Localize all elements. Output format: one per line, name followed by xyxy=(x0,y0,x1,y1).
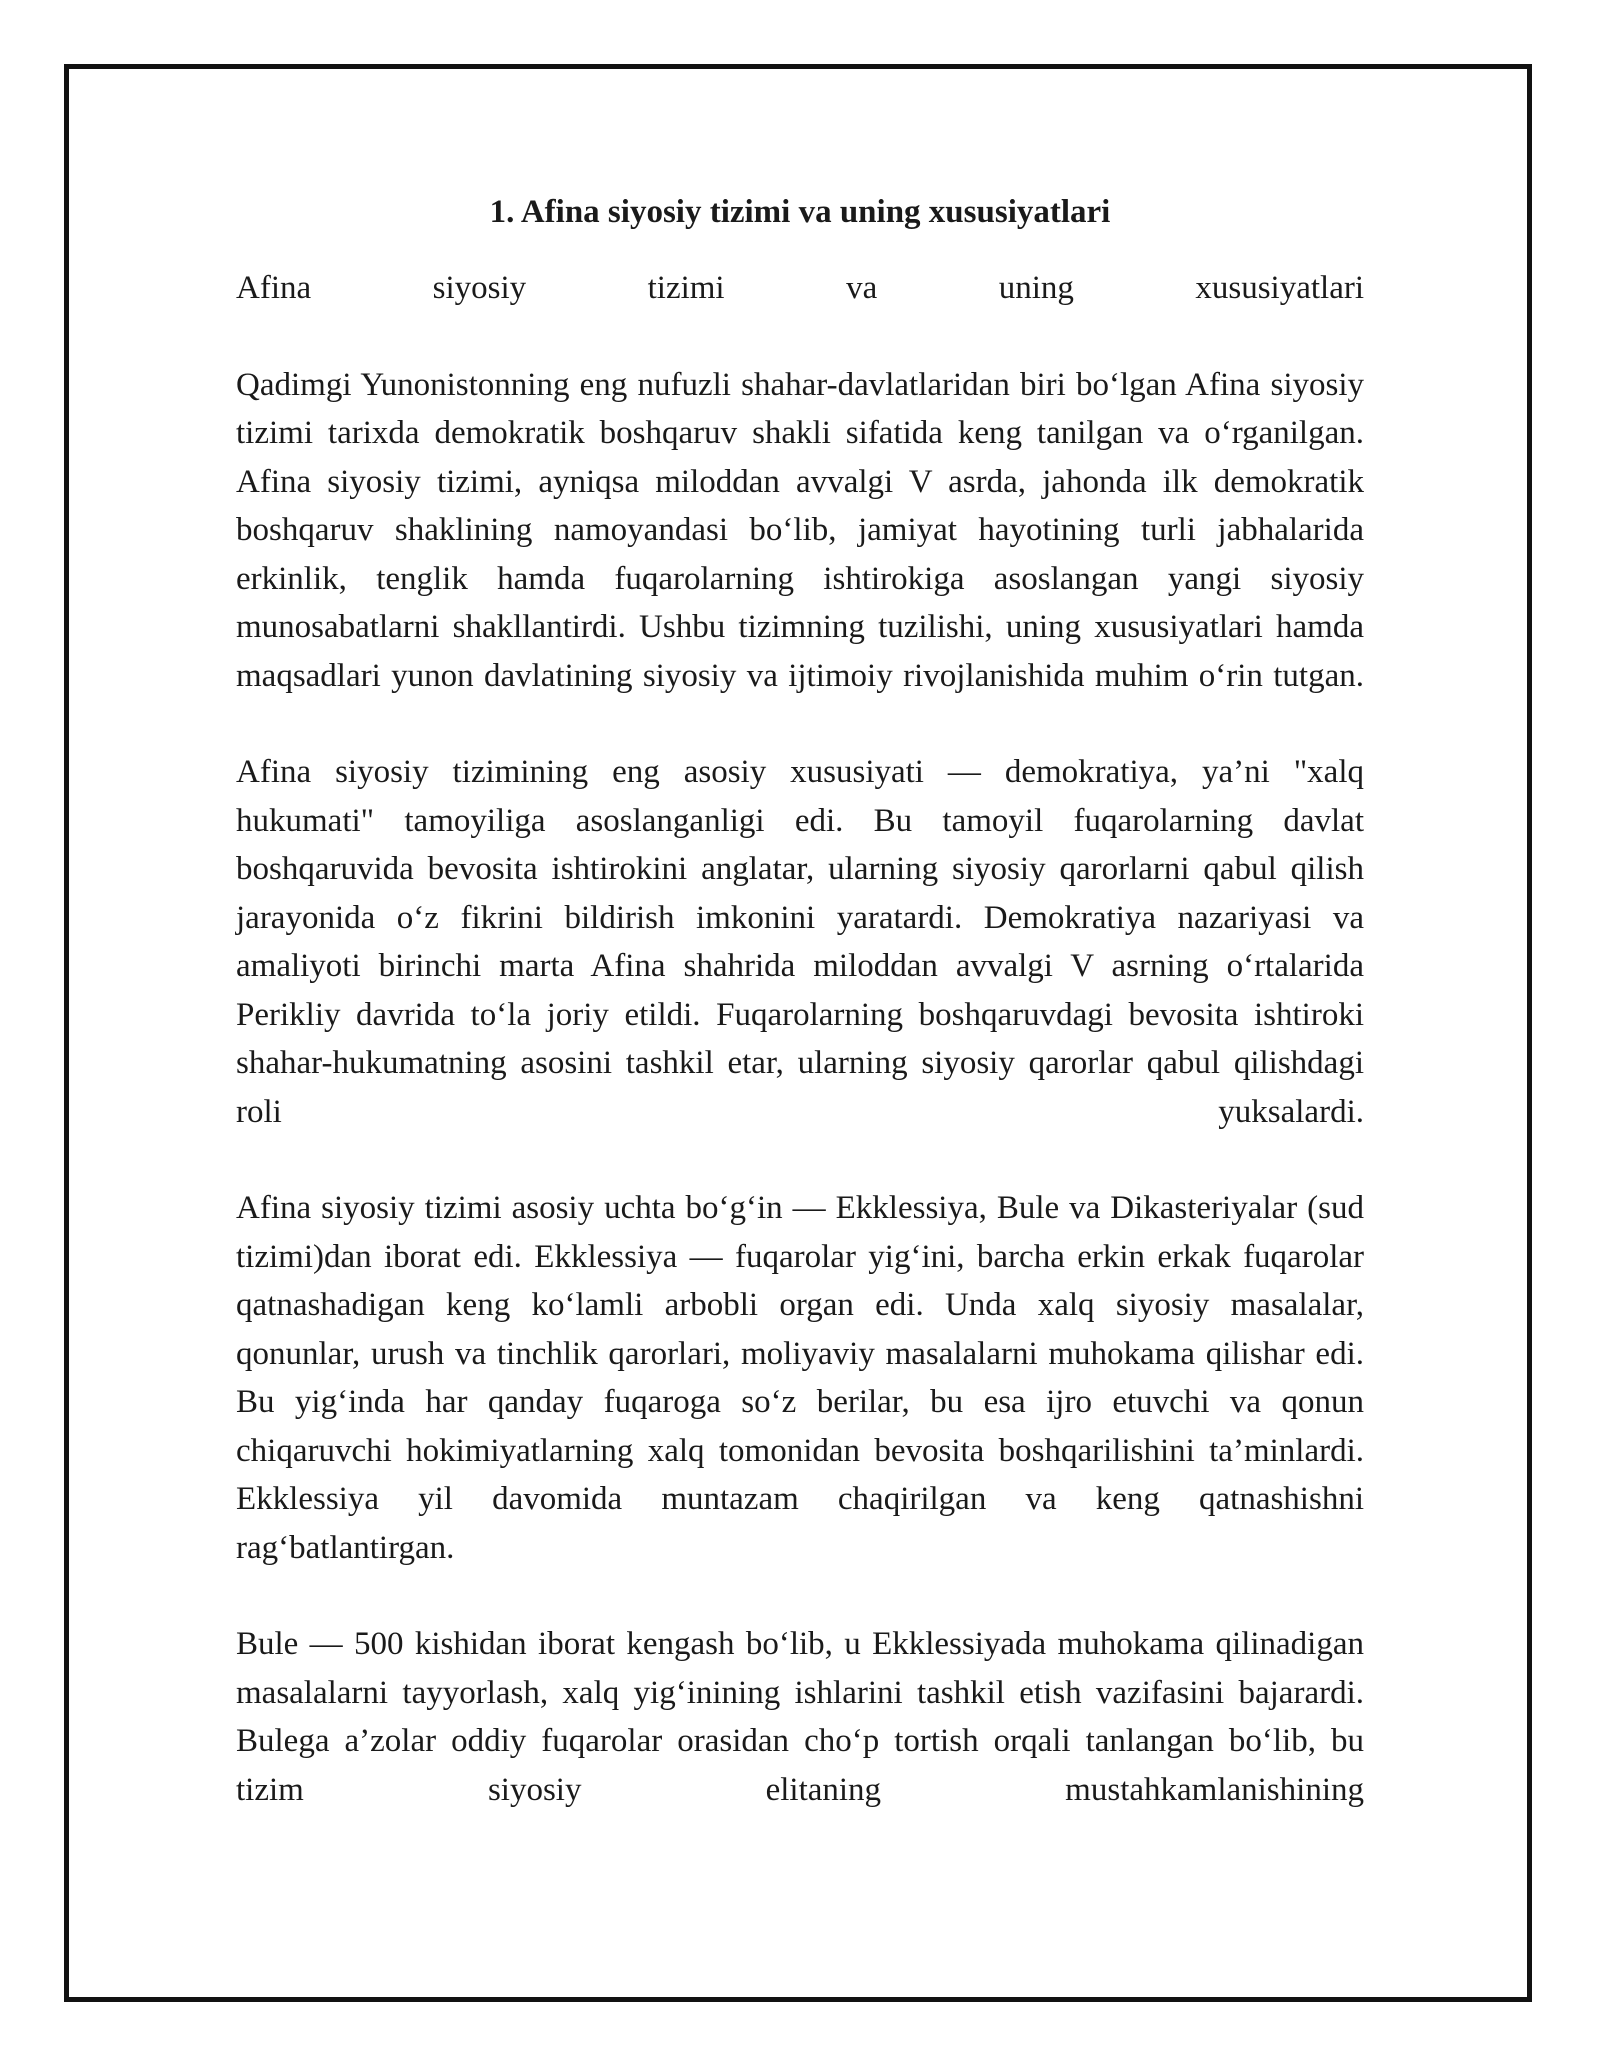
paragraph-institutions: Afina siyosiy tizimi asosiy uchta bo‘g‘in — Ekklessiya, Bule va Dikasteriyalar (sud tizimi)dan iborat edi. Ekklessiya — fuqarolar yig‘ini, barcha erkin erkak fuqarolar qatnashadigan keng ko‘lamli arbobli organ edi. Unda xalq siyosiy masalalar, qonunlar, urush va tinchlik qarorlari, moliyaviy masalalarni muhokama qilishar edi. Bu yig‘inda har qanday fuqaroga so‘z berilar, bu esa ijro etuvchi va qonun chiqaruvchi hokimiyatlarning xalq tomonidan bevosita boshqarilishini ta’minlardi. Ekklessiya yil davomida muntazam chaqirilgan va keng qatnashishni rag‘batlantirgan. xyxy=(236,1190,1364,1566)
paragraph-heading-line: Afina siyosiy tizimi va uning xususiyatlari xyxy=(236,270,1364,306)
document-title: 1. Afina siyosiy tizimi va uning xususiyatlari xyxy=(489,194,1111,230)
document-body xyxy=(236,190,1364,1814)
paragraph-bule: Bule — 500 kishidan iborat kengash bo‘lib, u Ekklessiyada muhokama qilinadigan masalalarni tayyorlash, xalq yig‘inining ishlarini tashkil etish vazifasini bajarardi. Bulega a’zolar oddiy fuqarolar orasidan cho‘p tortish orqali tanlangan bo‘lib, bu tizim siyosiy elitaning mustahkamlanishining xyxy=(236,1626,1364,1808)
paragraph-intro: Qadimgi Yunonistonning eng nufuzli shahar-davlatlaridan biri bo‘lgan Afina siyosiy tizimi tarixda demokratik boshqaruv shakli sifatida keng tanilgan va o‘rganilgan. Afina siyosiy tizimi, ayniqsa miloddan avvalgi V asrda, jahonda ilk demokratik boshqaruv shaklining namoyandasi bo‘lib, jamiyat hayotining turli jabhalarida erkinlik, tenglik hamda fuqarolarning ishtirokiga asoslangan yangi siyosiy munosabatlarni shakllantirdi. Ushbu tizimning tuzilishi, uning xususiyatlari hamda maqsadlari yunon davlatining siyosiy va ijtimoiy rivojlanishida muhim o‘rin tutgan. xyxy=(236,366,1364,694)
paragraph-democracy: Afina siyosiy tizimining eng asosiy xususiyati — demokratiya, ya’ni "xalq hukumati" tamoyiliga asoslanganligi edi. Bu tamoyil fuqarolarning davlat boshqaruvida bevosita ishtirokini anglatar, ularning siyosiy qarorlarni qabul qilish jarayonida o‘z fikrini bildirish imkonini yaratardi. Demokratiya nazariyasi va amaliyoti birinchi marta Afina shahrida miloddan avvalgi V asrning o‘rtalarida Perikliy davrida to‘la joriy etildi. Fuqarolarning boshqaruvdagi bevosita ishtiroki shahar-hukumatning asosini tashkil etar, ularning siyosiy qarorlar qabul qilishdagi roli yuksalardi. xyxy=(236,754,1364,1130)
